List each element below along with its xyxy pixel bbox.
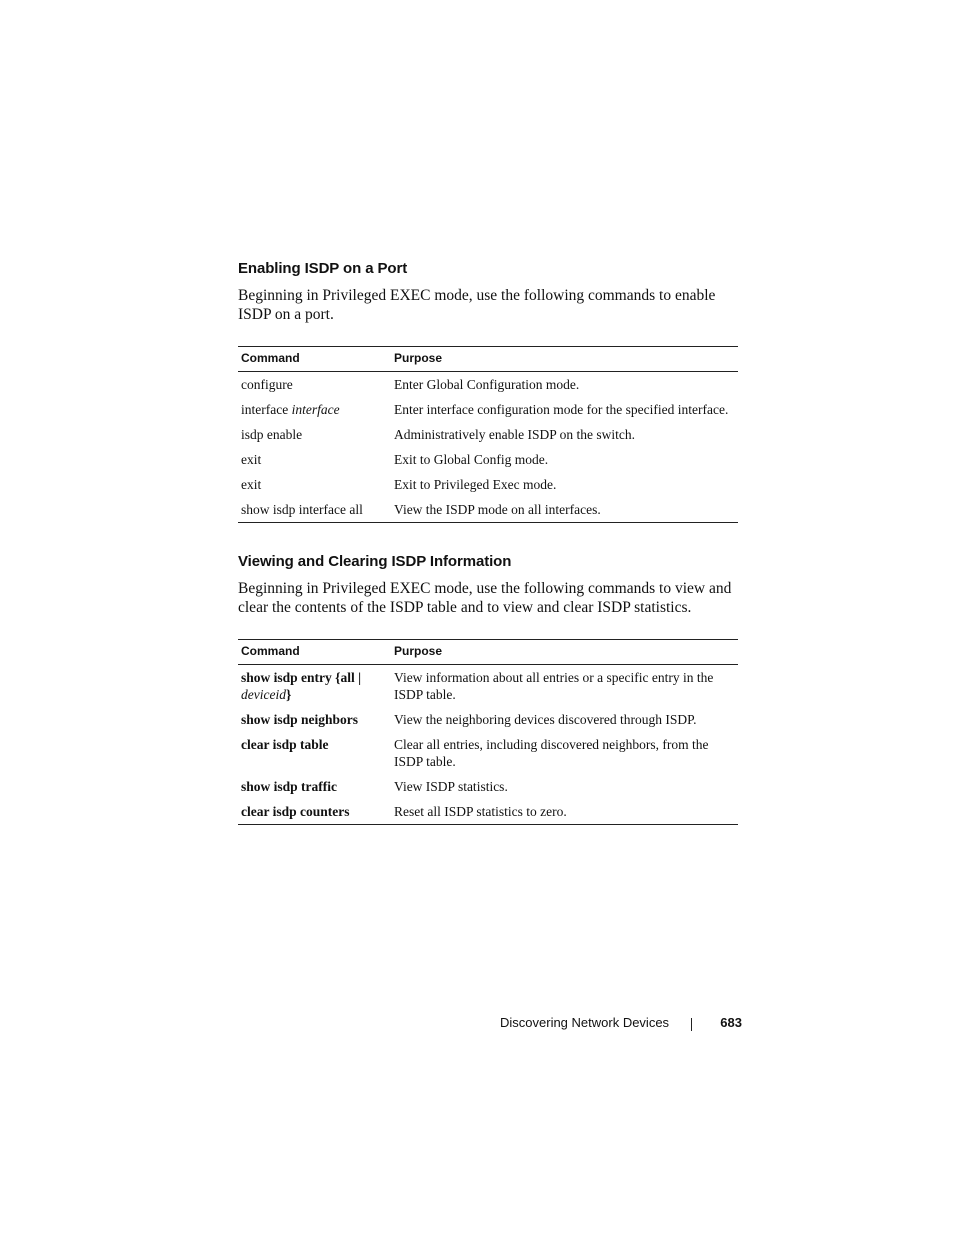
command-text: exit	[241, 452, 262, 467]
command-text: exit	[241, 477, 262, 492]
command-text: clear isdp table	[241, 737, 329, 752]
command-text: interface	[241, 402, 292, 417]
purpose-cell: Reset all ISDP statistics to zero.	[391, 799, 738, 825]
purpose-cell: Administratively enable ISDP on the switch.	[394, 427, 635, 442]
command-cell	[238, 372, 391, 398]
command-cell	[238, 447, 391, 472]
purpose-cell: View information about all entries or a specific entry in the ISDP table.	[394, 670, 714, 702]
command-parameter: deviceid	[241, 687, 286, 702]
table-row	[238, 497, 738, 523]
command-cell	[238, 732, 391, 774]
purpose-cell: Enter Global Configuration mode.	[394, 377, 580, 392]
footer-chapter-title: Discovering Network Devices	[500, 1015, 670, 1030]
command-cell	[238, 422, 391, 447]
purpose-cell: Enter interface configuration mode for the specified interface.	[394, 402, 729, 417]
column-header-purpose: Purpose	[391, 347, 738, 372]
section-heading-view-clear-isdp: Viewing and Clearing ISDP Information	[238, 553, 512, 570]
purpose-cell: View the ISDP mode on all interfaces.	[391, 497, 738, 523]
column-header-command: Command	[238, 347, 391, 372]
table-row	[238, 447, 738, 472]
table-row	[238, 799, 738, 825]
command-cell	[238, 397, 391, 422]
command-text: show isdp entry {all |	[241, 670, 362, 685]
table-row	[238, 665, 738, 708]
table-header-row	[238, 640, 738, 665]
command-text: isdp enable	[241, 427, 303, 442]
command-text: clear isdp counters	[241, 804, 350, 819]
table-row	[238, 472, 738, 497]
column-header-command: Command	[238, 640, 391, 665]
command-table-enable-isdp	[238, 346, 738, 523]
command-text-tail: }	[285, 687, 292, 702]
command-text: configure	[241, 377, 293, 392]
purpose-cell: Exit to Privileged Exec mode.	[394, 477, 557, 492]
command-table-view-clear-isdp	[238, 639, 738, 825]
command-cell	[238, 472, 391, 497]
table-row	[238, 372, 738, 398]
table-row	[238, 397, 738, 422]
table-header-row	[238, 347, 738, 372]
purpose-cell: View the neighboring devices discovered through ISDP.	[394, 712, 697, 727]
section-heading-enable-isdp: Enabling ISDP on a Port	[238, 260, 408, 277]
page-footer	[500, 1015, 742, 1035]
command-text: show isdp traffic	[241, 779, 338, 794]
section-intro-view-clear-isdp: Beginning in Privileged EXEC mode, use the following commands to view and clear the contents of the ISDP table and to view and clear ISDP statistics.	[238, 580, 732, 616]
page-number: 683	[720, 1015, 742, 1030]
purpose-cell: View ISDP statistics.	[394, 779, 508, 794]
command-cell	[238, 707, 391, 732]
footer-separator	[691, 1018, 692, 1031]
command-cell	[238, 497, 391, 523]
table-row	[238, 774, 738, 799]
table-row	[238, 707, 738, 732]
purpose-cell: Clear all entries, including discovered neighbors, from the ISDP table.	[394, 737, 709, 769]
command-text: show isdp interface all	[241, 502, 363, 517]
table-row	[238, 732, 738, 774]
command-cell	[238, 774, 391, 799]
purpose-cell: Exit to Global Config mode.	[394, 452, 549, 467]
command-parameter: interface	[291, 402, 340, 417]
command-text: show isdp neighbors	[241, 712, 359, 727]
command-cell	[238, 799, 391, 825]
section-intro-enable-isdp: Beginning in Privileged EXEC mode, use the following commands to enable ISDP on a port.	[238, 287, 716, 323]
command-cell	[238, 665, 391, 708]
column-header-purpose: Purpose	[391, 640, 738, 665]
table-row	[238, 422, 738, 447]
